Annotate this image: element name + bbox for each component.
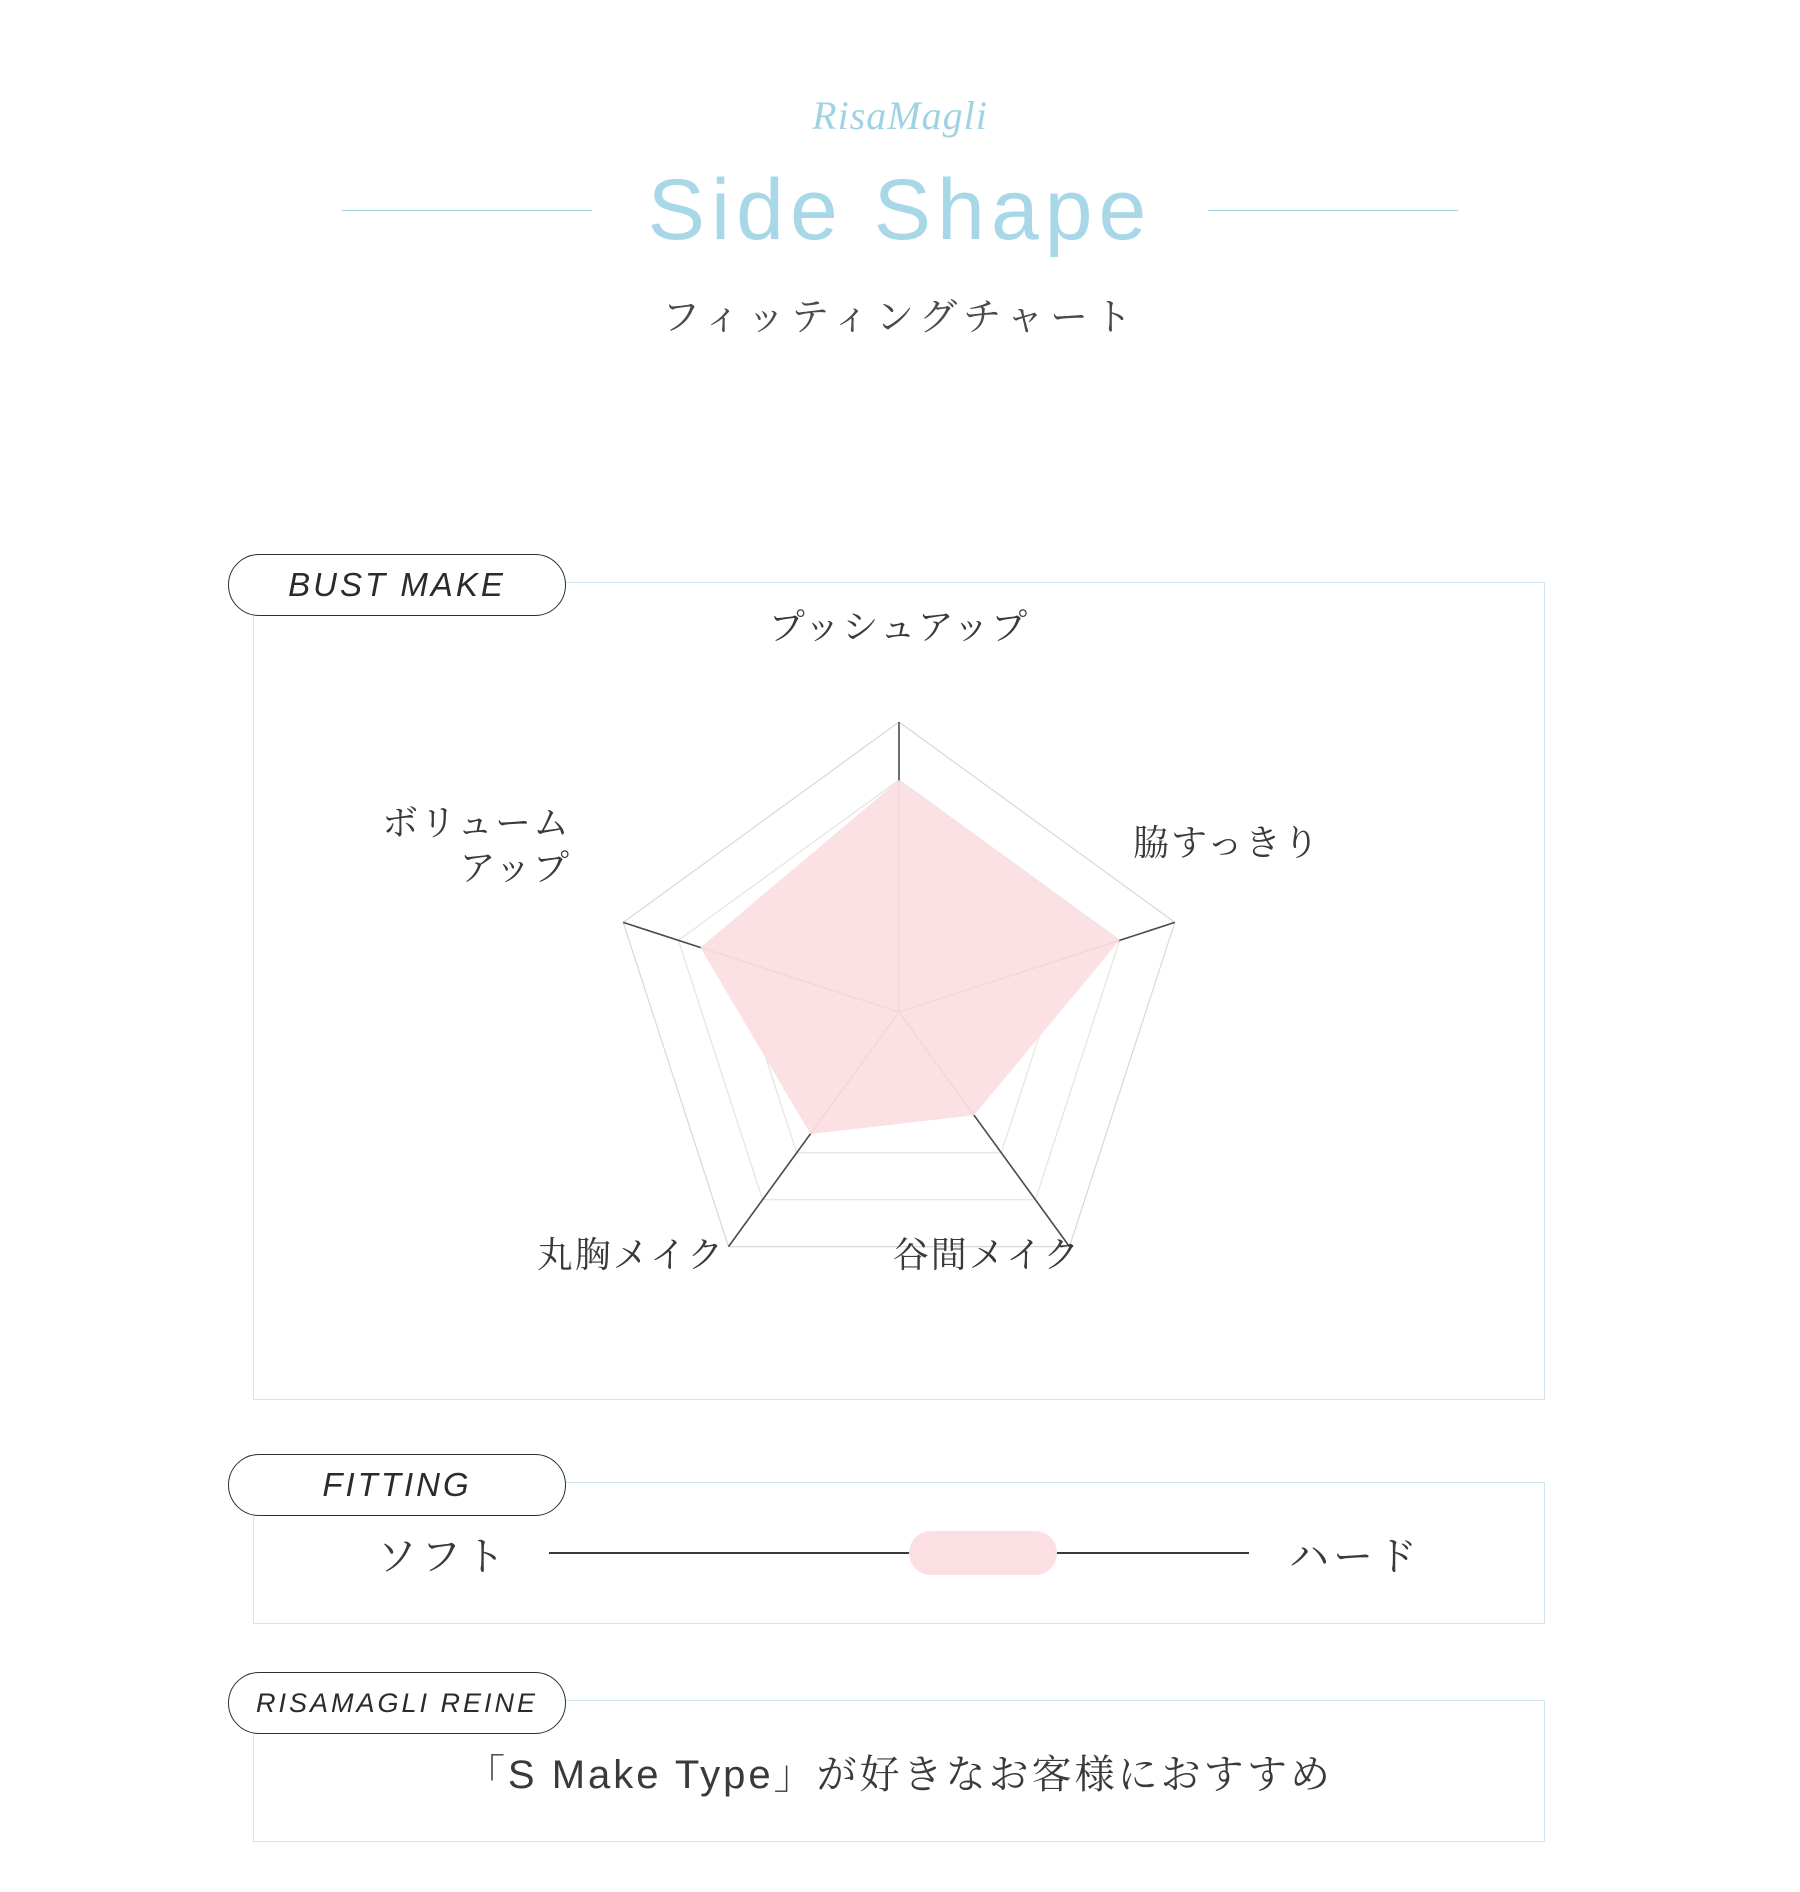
radar-label-cleavage: 谷間メイク <box>892 1234 1082 1275</box>
bust-make-pill-label: BUST MAKE <box>228 554 566 616</box>
fitting-hard-label: ハード <box>1289 1534 1421 1579</box>
radar-label-volume-up-line2: アップ <box>459 847 571 888</box>
radar-label-volume-up <box>291 800 571 890</box>
reine-recommendation-text: 「S Make Type」が好きなお客様におすすめ <box>464 1752 1334 1797</box>
radar-label-side-clean: 脇すっきり <box>1133 822 1321 863</box>
fitting-soft-label: ソフト <box>377 1534 509 1579</box>
title-rule-left <box>342 210 592 211</box>
radar-label-push-up: プッシュアップ <box>768 606 1030 647</box>
page-subtitle: フィッティングチャート <box>661 297 1139 339</box>
title-rule-right <box>1208 210 1458 211</box>
radar-chart <box>253 582 1545 1400</box>
radar-series-area <box>700 780 1119 1134</box>
fitting-slider-knob[interactable] <box>909 1531 1057 1575</box>
page-title-row <box>0 161 1800 260</box>
fitting-slider-row <box>253 1482 1545 1624</box>
reine-row <box>253 1700 1545 1842</box>
reine-pill-label: RISAMAGLI REINE <box>228 1672 566 1734</box>
radar-label-volume-up-line1: ボリューム <box>382 802 571 843</box>
page-title: Side Shape <box>647 162 1153 258</box>
fitting-slider-track <box>549 1552 1249 1554</box>
fitting-pill-label: FITTING <box>228 1454 566 1516</box>
radar-label-round-bust: 丸胸メイク <box>536 1234 726 1275</box>
fitting-slider[interactable] <box>549 1523 1249 1583</box>
radar-chart-svg <box>253 582 1545 1400</box>
brand-logo: RisaMagli <box>812 93 988 138</box>
